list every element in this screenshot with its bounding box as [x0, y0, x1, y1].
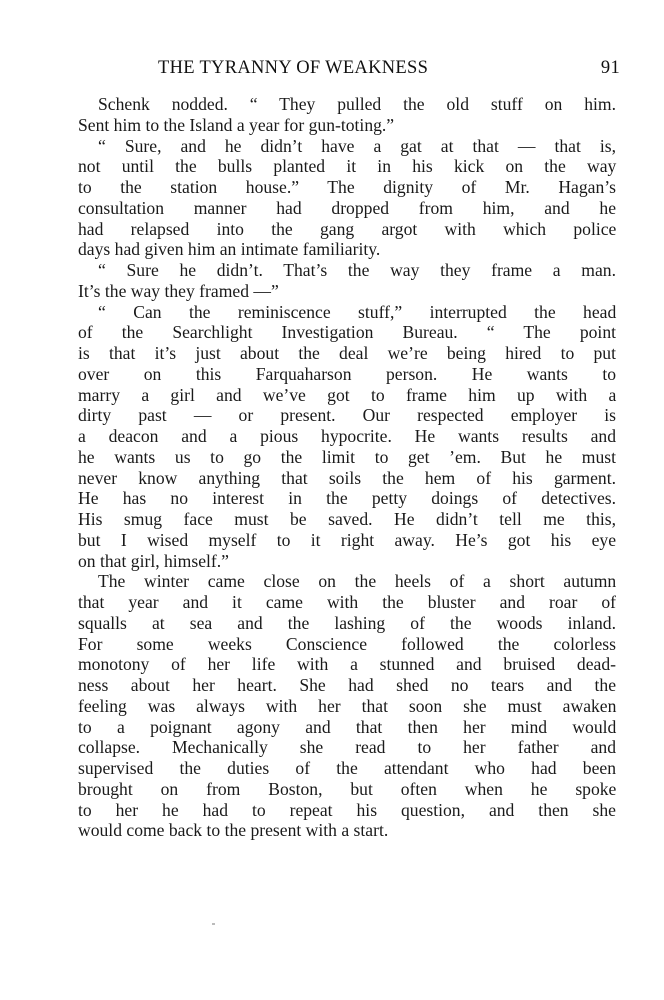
- text-line: dirty past — or present. Our respected employer is: [78, 405, 616, 426]
- text-line: would come back to the present with a start.: [78, 820, 389, 841]
- text-line: marry a girl and we’ve got to frame him up with a: [78, 384, 617, 405]
- text-line: He has no interest in the petty doings of detectives.: [78, 488, 616, 509]
- body-text: [78, 94, 616, 841]
- text-line: brought on from Boston, but often when he spoke: [78, 778, 617, 799]
- text-line: The winter came close on the heels of a short autumn: [98, 571, 617, 592]
- text-line: “ Can the reminiscence stuff,” interrupted the head: [98, 301, 617, 322]
- text-line: to the station house.” The dignity of Mr. Hagan’s: [78, 177, 616, 197]
- text-line: ness about her heart. She had shed no tears and the: [78, 675, 616, 695]
- page-number: 91: [600, 58, 620, 78]
- text-line: to a poignant agony and that then her mind would: [78, 716, 617, 737]
- text-line: to her he had to repeat his question, and then she: [78, 799, 616, 820]
- text-line: a deacon and a pious hypocrite. He wants results and: [78, 426, 616, 446]
- text-line: never know anything that soils the hem of his garment.: [78, 467, 616, 488]
- text-line: is that it’s just about the deal we’re being hired to put: [78, 343, 616, 363]
- chapter-title: THE TYRANNY OF WEAKNESS: [158, 58, 429, 78]
- text-line: days had given him an intimate familiarity.: [78, 239, 381, 260]
- text-line: Sent him to the Island a year for gun-toting.”: [78, 114, 395, 135]
- text-line: Schenk nodded. “ They pulled the old stuff on him.: [98, 94, 616, 114]
- text-line: For some weeks Conscience followed the colorless: [78, 633, 616, 654]
- text-line: over on this Farquaharson person. He wants to: [78, 363, 616, 384]
- text-line: “ Sure, and he didn’t have a gat at that — that is,: [98, 135, 616, 156]
- text-line: but I wised myself to it right away. He’s got his eye: [78, 529, 616, 550]
- text-line: “ Sure he didn’t. That’s the way they frame a man.: [98, 260, 616, 280]
- text-line: His smug face must be saved. He didn’t tell me this,: [78, 509, 616, 529]
- text-line: of the Searchlight Investigation Bureau. “ The point: [78, 322, 616, 343]
- text-line: not until the bulls planted it in his kick on the way: [78, 156, 617, 177]
- text-line: he wants us to go the limit to get ’em. But he must: [78, 446, 616, 467]
- text-line: supervised the duties of the attendant who had been: [78, 758, 616, 778]
- scan-speck: [212, 923, 215, 925]
- text-line: had relapsed into the gang argot with which police: [78, 218, 617, 239]
- text-line: monotony of her life with a stunned and bruised dead-: [78, 654, 616, 675]
- text-line: that year and it came with the bluster and roar of: [78, 592, 616, 612]
- text-line: feeling was always with her that soon she must awaken: [78, 695, 617, 716]
- text-line: consultation manner had dropped from him, and he: [78, 197, 616, 218]
- text-line: on that girl, himself.”: [78, 550, 229, 571]
- text-line: It’s the way they framed —”: [78, 280, 279, 301]
- text-line: squalls at sea and the lashing of the woods inland.: [78, 612, 616, 633]
- text-line: collapse. Mechanically she read to her father and: [78, 737, 616, 758]
- running-head: [150, 58, 620, 82]
